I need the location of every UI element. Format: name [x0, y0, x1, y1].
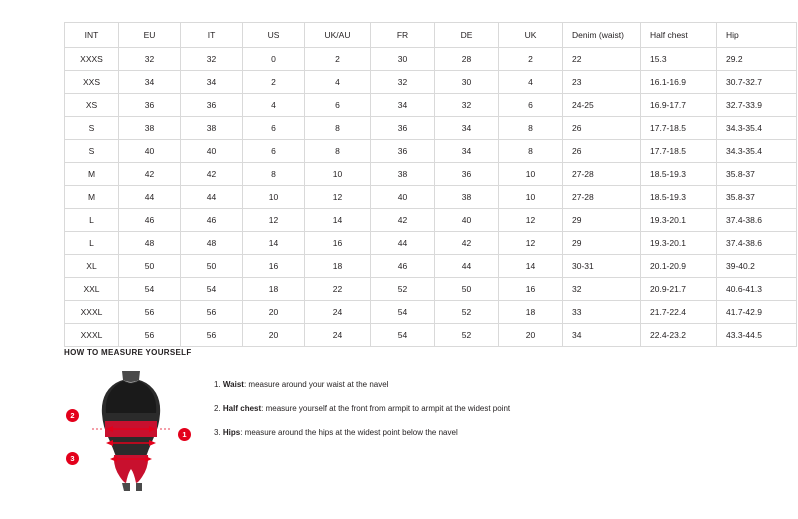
- measure-note-text: : measure around your waist at the navel: [243, 380, 389, 389]
- table-cell: 50: [435, 278, 499, 301]
- table-cell: 22.4-23.2: [641, 324, 717, 347]
- table-cell: 12: [305, 186, 371, 209]
- measure-note-index: 1.: [214, 380, 221, 389]
- column-header: Hip: [717, 23, 797, 48]
- table-cell: 32: [119, 48, 181, 71]
- table-cell: 34.3-35.4: [717, 117, 797, 140]
- measure-notes-list: [214, 367, 510, 451]
- table-cell: 20.1-20.9: [641, 255, 717, 278]
- table-cell: 16: [243, 255, 305, 278]
- table-cell: 4: [243, 94, 305, 117]
- table-cell: 44: [371, 232, 435, 255]
- table-header-row: [65, 23, 797, 48]
- table-cell: 40: [181, 140, 243, 163]
- table-cell: 38: [435, 186, 499, 209]
- table-cell: 8: [243, 163, 305, 186]
- table-cell: 4: [499, 71, 563, 94]
- table-cell: 16: [305, 232, 371, 255]
- table-row: [65, 163, 797, 186]
- table-cell: 38: [119, 117, 181, 140]
- table-cell: 56: [181, 324, 243, 347]
- column-header: US: [243, 23, 305, 48]
- table-cell: 29: [563, 209, 641, 232]
- table-cell: 50: [181, 255, 243, 278]
- table-cell: 8: [305, 117, 371, 140]
- table-cell: 48: [119, 232, 181, 255]
- table-cell: 56: [119, 324, 181, 347]
- table-cell: 30: [371, 48, 435, 71]
- table-cell: 6: [305, 94, 371, 117]
- table-cell: 37.4-38.6: [717, 232, 797, 255]
- measure-note-index: 2.: [214, 404, 221, 413]
- table-cell: 32: [563, 278, 641, 301]
- table-cell: 35.8-37: [717, 186, 797, 209]
- measure-note-term: Half chest: [222, 404, 262, 413]
- table-row: [65, 117, 797, 140]
- table-cell: 6: [243, 140, 305, 163]
- table-cell: 24: [305, 324, 371, 347]
- table-cell: 21.7-22.4: [641, 301, 717, 324]
- table-cell: 54: [119, 278, 181, 301]
- table-cell: 2: [243, 71, 305, 94]
- table-cell: 42: [119, 163, 181, 186]
- table-cell: 46: [119, 209, 181, 232]
- table-cell: 16.1-16.9: [641, 71, 717, 94]
- table-cell: 52: [371, 278, 435, 301]
- table-cell: 27-28: [563, 163, 641, 186]
- table-cell: 44: [119, 186, 181, 209]
- size-chart-table: [64, 22, 797, 347]
- table-row: [65, 301, 797, 324]
- table-cell: M: [65, 163, 119, 186]
- table-cell: S: [65, 117, 119, 140]
- table-cell: 34: [563, 324, 641, 347]
- measure-note-text: : measure yourself at the front from armpit to armpit at the widest point: [261, 404, 511, 413]
- measure-note: [214, 379, 510, 391]
- table-cell: 16: [499, 278, 563, 301]
- table-cell: 27-28: [563, 186, 641, 209]
- table-cell: 37.4-38.6: [717, 209, 797, 232]
- table-cell: 14: [243, 232, 305, 255]
- table-cell: 29: [563, 232, 641, 255]
- table-cell: 48: [181, 232, 243, 255]
- measure-note-index: 3.: [214, 428, 221, 437]
- table-cell: 17.7-18.5: [641, 140, 717, 163]
- table-cell: L: [65, 232, 119, 255]
- table-cell: 40: [119, 140, 181, 163]
- table-row: [65, 71, 797, 94]
- table-cell: 20: [243, 301, 305, 324]
- table-cell: 46: [181, 209, 243, 232]
- table-cell: 12: [499, 232, 563, 255]
- table-row: [65, 324, 797, 347]
- table-cell: 23: [563, 71, 641, 94]
- table-cell: 36: [371, 117, 435, 140]
- column-header: Denim (waist): [563, 23, 641, 48]
- measure-note: [214, 427, 510, 439]
- table-cell: 26: [563, 140, 641, 163]
- table-cell: L: [65, 209, 119, 232]
- table-row: [65, 278, 797, 301]
- how-to-measure-section: [64, 348, 736, 492]
- table-cell: XXXL: [65, 301, 119, 324]
- column-header: DE: [435, 23, 499, 48]
- table-row: [65, 186, 797, 209]
- table-cell: 56: [181, 301, 243, 324]
- table-cell: 39-40.2: [717, 255, 797, 278]
- table-cell: 19.3-20.1: [641, 209, 717, 232]
- table-cell: 6: [243, 117, 305, 140]
- table-cell: 24-25: [563, 94, 641, 117]
- table-cell: 33: [563, 301, 641, 324]
- table-cell: 34: [371, 94, 435, 117]
- table-cell: 30-31: [563, 255, 641, 278]
- table-cell: 8: [499, 140, 563, 163]
- table-cell: 10: [499, 163, 563, 186]
- table-cell: 16.9-17.7: [641, 94, 717, 117]
- table-cell: 22: [563, 48, 641, 71]
- column-header: Half chest: [641, 23, 717, 48]
- table-cell: 34: [119, 71, 181, 94]
- measure-note: [214, 403, 510, 415]
- table-cell: 40: [371, 186, 435, 209]
- table-cell: 32.7-33.9: [717, 94, 797, 117]
- mannequin-illustration: [92, 371, 170, 491]
- table-cell: 12: [243, 209, 305, 232]
- measure-note-term: Hips: [222, 428, 241, 437]
- table-cell: XXS: [65, 71, 119, 94]
- table-cell: XL: [65, 255, 119, 278]
- table-cell: 40: [435, 209, 499, 232]
- table-cell: 8: [499, 117, 563, 140]
- table-cell: 2: [499, 48, 563, 71]
- table-cell: 28: [435, 48, 499, 71]
- table-cell: 20: [243, 324, 305, 347]
- table-cell: 52: [435, 301, 499, 324]
- column-header: FR: [371, 23, 435, 48]
- table-cell: 36: [435, 163, 499, 186]
- table-cell: 19.3-20.1: [641, 232, 717, 255]
- table-cell: 6: [499, 94, 563, 117]
- table-cell: 42: [371, 209, 435, 232]
- table-cell: 40.6-41.3: [717, 278, 797, 301]
- table-cell: 10: [499, 186, 563, 209]
- table-cell: 2: [305, 48, 371, 71]
- table-row: [65, 94, 797, 117]
- table-cell: 32: [435, 94, 499, 117]
- badge-half-chest: 2: [66, 409, 79, 422]
- table-cell: 30: [435, 71, 499, 94]
- table-cell: 42: [181, 163, 243, 186]
- table-row: [65, 140, 797, 163]
- column-header: UK: [499, 23, 563, 48]
- table-cell: 52: [435, 324, 499, 347]
- table-cell: 54: [181, 278, 243, 301]
- table-cell: 34.3-35.4: [717, 140, 797, 163]
- column-header: INT: [65, 23, 119, 48]
- table-cell: 30.7-32.7: [717, 71, 797, 94]
- table-cell: 32: [371, 71, 435, 94]
- table-cell: 18.5-19.3: [641, 186, 717, 209]
- column-header: UK/AU: [305, 23, 371, 48]
- table-cell: 29.2: [717, 48, 797, 71]
- table-cell: 50: [119, 255, 181, 278]
- table-cell: 18: [499, 301, 563, 324]
- table-row: [65, 209, 797, 232]
- table-cell: 18.5-19.3: [641, 163, 717, 186]
- table-cell: XXXL: [65, 324, 119, 347]
- size-chart-container: [64, 22, 762, 347]
- table-cell: 54: [371, 324, 435, 347]
- table-cell: 44: [435, 255, 499, 278]
- table-row: [65, 48, 797, 71]
- table-cell: S: [65, 140, 119, 163]
- table-cell: 0: [243, 48, 305, 71]
- table-cell: 46: [371, 255, 435, 278]
- table-cell: 10: [243, 186, 305, 209]
- table-cell: 20: [499, 324, 563, 347]
- table-cell: 10: [305, 163, 371, 186]
- table-cell: XS: [65, 94, 119, 117]
- table-cell: 36: [181, 94, 243, 117]
- column-header: EU: [119, 23, 181, 48]
- badge-hips: 3: [66, 452, 79, 465]
- table-cell: 34: [435, 140, 499, 163]
- mannequin-figure: [64, 367, 199, 492]
- table-cell: 38: [371, 163, 435, 186]
- table-cell: 38: [181, 117, 243, 140]
- table-cell: 42: [435, 232, 499, 255]
- table-cell: M: [65, 186, 119, 209]
- table-cell: 36: [119, 94, 181, 117]
- table-cell: 34: [181, 71, 243, 94]
- measure-note-term: Waist: [222, 380, 244, 389]
- table-cell: 56: [119, 301, 181, 324]
- table-row: [65, 232, 797, 255]
- table-cell: 22: [305, 278, 371, 301]
- table-cell: 36: [371, 140, 435, 163]
- table-cell: 18: [243, 278, 305, 301]
- table-cell: XXL: [65, 278, 119, 301]
- table-cell: 18: [305, 255, 371, 278]
- table-cell: 41.7-42.9: [717, 301, 797, 324]
- badge-waist: 1: [178, 428, 191, 441]
- table-cell: 17.7-18.5: [641, 117, 717, 140]
- table-cell: 26: [563, 117, 641, 140]
- table-cell: 8: [305, 140, 371, 163]
- table-cell: 15.3: [641, 48, 717, 71]
- table-cell: 44: [181, 186, 243, 209]
- table-cell: 32: [181, 48, 243, 71]
- table-cell: 14: [499, 255, 563, 278]
- table-cell: 54: [371, 301, 435, 324]
- table-row: [65, 255, 797, 278]
- table-cell: 20.9-21.7: [641, 278, 717, 301]
- table-cell: XXXS: [65, 48, 119, 71]
- how-to-measure-title: HOW TO MEASURE YOURSELF: [64, 348, 192, 357]
- table-cell: 35.8-37: [717, 163, 797, 186]
- table-cell: 4: [305, 71, 371, 94]
- table-cell: 14: [305, 209, 371, 232]
- table-cell: 34: [435, 117, 499, 140]
- measure-note-text: : measure around the hips at the widest point below the navel: [240, 428, 458, 437]
- table-cell: 43.3-44.5: [717, 324, 797, 347]
- table-cell: 12: [499, 209, 563, 232]
- column-header: IT: [181, 23, 243, 48]
- table-cell: 24: [305, 301, 371, 324]
